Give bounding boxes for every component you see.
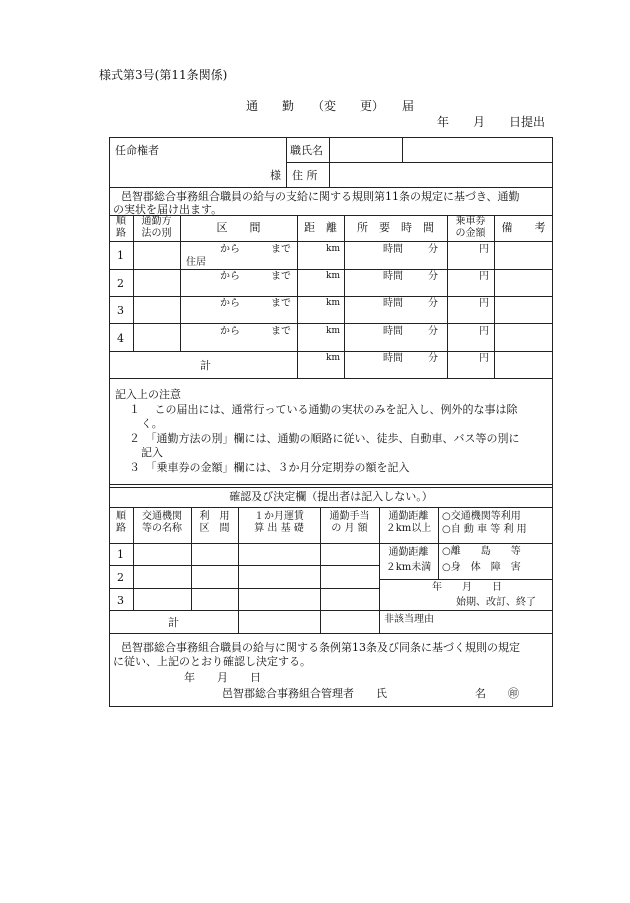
route-to: まで [271,326,291,337]
distance-header: 距 離 [304,221,337,234]
minutes-unit: 分 [428,244,438,255]
time-header: 所 要 時 間 [357,221,434,234]
minutes-unit: 分 [428,271,438,282]
sama-label: 様 [270,169,281,182]
confirm-order-header: 順 路 [116,511,126,534]
intro-line-1: 邑智郡総合事務組合職員の給与の支給に関する規則第11条の規定に基づき、通勤 [121,190,520,203]
form-number: 様式第3号(第11条関係) [99,68,228,82]
route-from: から [220,244,240,255]
km-unit: km [326,353,340,363]
minutes-unit: 分 [428,353,438,364]
distance-over-header: 通勤距離 ２km以上 [385,511,432,534]
hours-unit: 時間 [383,326,403,337]
decision-line-2: に従い、上記のとおり確認し決定する。 [113,655,311,668]
decision-date: 年 月 日 [184,671,261,684]
option-transit: ○交通機関等利用 [442,511,521,522]
section-header: 区 間 [216,221,261,234]
route-row-number: 2 [117,277,124,290]
option-disability: ○身 体 障 害 [442,562,521,573]
minutes-unit: 分 [428,326,438,337]
yen-unit: 円 [479,244,489,255]
yen-unit: 円 [479,353,489,364]
route-row-number: 1 [117,249,124,262]
agency-header: 交通機関 等の名称 [142,511,182,534]
confirm-date: 年 月 日 [432,582,502,593]
confirm-row-number: 3 [117,594,124,607]
yen-unit: 円 [479,271,489,282]
note-2: ２ 「通勤方法の別」欄には、通勤の順路に従い、徒歩、自動車、バス等の別に [129,432,520,445]
route-from: から [220,271,240,282]
hours-unit: 時間 [383,271,403,282]
fare-header: 乗車券 の金額 [455,216,486,239]
note-2-cont: 記入 [141,446,163,459]
confirm-title: 確認及び決定欄（提出者は記入しない。） [229,490,433,503]
km-unit: km [326,271,340,281]
route-row-number: 4 [117,332,124,345]
confirm-row-number: 2 [117,571,124,584]
route-to: まで [271,298,291,309]
km-unit: km [326,244,340,254]
status-options: 始期、改訂、終了 [456,597,536,608]
confirm-total-label: 計 [168,616,179,629]
monthly-fare-header: １か月運賃 算 出 基 礎 [254,511,304,534]
option-car: ○自 動 車 等 利 用 [442,524,527,535]
option-island: ○離 島 等 [442,546,521,557]
route-total-label: 計 [200,359,211,372]
name-label: 職氏名 [290,144,323,157]
route-from: から [220,326,240,337]
method-header: 通勤方 法の別 [141,216,172,239]
km-unit: km [326,298,340,308]
notes-heading: 記入上の注意 [115,388,181,401]
note-1: １ この届出には、通常行っている通勤の実状のみを記入し、例外的な事は除 [129,403,518,416]
confirm-row-number: 1 [117,548,124,561]
km-unit: km [326,326,340,336]
route-to: まで [271,271,291,282]
non-applicable-reason-label: 非該当理由 [384,614,434,625]
allowance-header: 通勤手当 の 月 額 [329,511,370,534]
intro-line-2: の実状を届け出ます。 [113,203,223,216]
signer-line: 邑智郡総合事務組合管理者 氏 名 ㊞ [222,687,519,700]
hours-unit: 時間 [383,353,403,364]
minutes-unit: 分 [428,298,438,309]
hours-unit: 時間 [383,298,403,309]
route-from: から [220,298,240,309]
submission-date: 年 月 日提出 [437,115,546,129]
residence-label: 住居 [186,257,206,268]
note-3: ３ 「乗車券の金額」欄には、３か月分定期券の額を記入 [129,461,410,474]
note-1-cont: く。 [141,417,163,430]
route-to: まで [271,244,291,255]
document-title: 通 勤 （変 更） 届 [246,99,415,113]
route-order-header: 順 路 [116,216,126,239]
appointer-label: 任命権者 [115,144,159,157]
use-section-header: 利 用 区 間 [199,511,230,534]
remarks-header: 備 考 [501,221,546,234]
yen-unit: 円 [479,326,489,337]
yen-unit: 円 [479,298,489,309]
address-label: 住 所 [292,169,318,182]
distance-under-label: 通勤距離 ２km未満 [385,547,432,573]
hours-unit: 時間 [383,244,403,255]
route-row-number: 3 [117,304,124,317]
decision-line-1: 邑智郡総合事務組合職員の給与に関する条例第13条及び同条に基づく規則の規定 [121,641,520,654]
